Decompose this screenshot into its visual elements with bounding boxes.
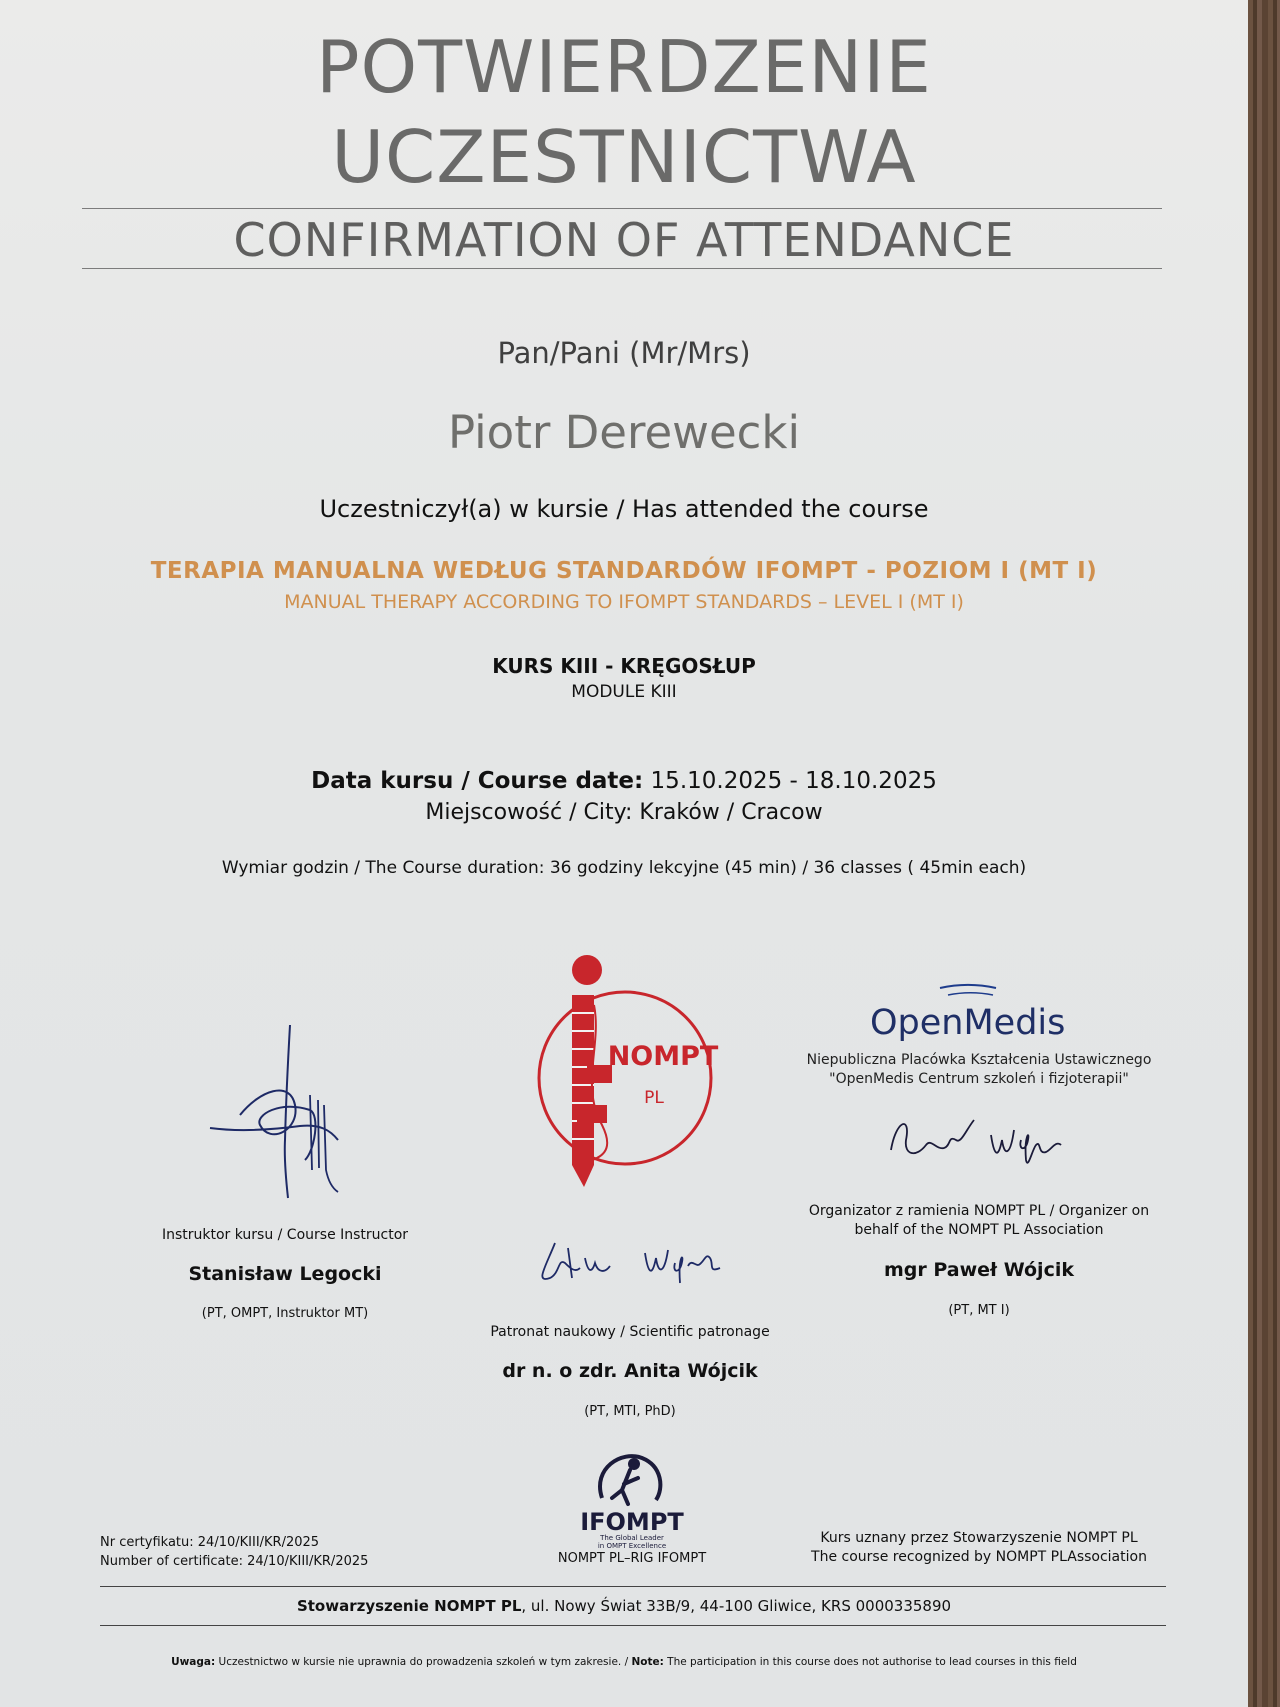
title-en: CONFIRMATION OF ATTENDANCE [233, 213, 1015, 267]
nompt-logo-text: NOMPT [607, 1041, 719, 1072]
nompt-logo [532, 955, 722, 1190]
title-rule-top [82, 208, 1162, 209]
organizer-credentials: (PT, MT I) [948, 1303, 1010, 1318]
note-text-en: The participation in this course does not authorise to lead courses in this field [663, 1656, 1077, 1668]
nompt-logo-pl: PL [644, 1088, 664, 1108]
certificate-number-pl: Nr certyfikatu: 24/10/KIII/KR/2025 [100, 1535, 320, 1550]
duration-line: Wymiar godzin / The Course duration: 36 godziny lekcyjne (45 min) / 36 classes ( 45min each) [221, 858, 1027, 878]
instructor-credentials: (PT, OMPT, Instruktor MT) [201, 1306, 369, 1321]
module-pl: KURS KIII - KRĘGOSŁUP [492, 654, 756, 678]
footer-rule-bottom [100, 1625, 1166, 1626]
module-en: MODULE KIII [571, 682, 677, 702]
ifompt-caption: NOMPT PL–RIG IFOMPT [557, 1551, 707, 1566]
wood-background [1248, 0, 1280, 1707]
footer-note [0, 1656, 1248, 1668]
recognition-en: The course recognized by NOMPT PLAssociation [811, 1549, 1147, 1565]
openmedis-swoosh-icon [938, 984, 998, 998]
instructor-signature [200, 1020, 360, 1200]
organizer-name: mgr Paweł Wójcik [884, 1259, 1074, 1281]
ifompt-tagline-2: in OMPT Excellence [597, 1542, 667, 1550]
footer-org-name: Stowarzyszenie NOMPT PL [296, 1597, 522, 1615]
organizer-role-line1: Organizator z ramienia NOMPT PL / Organizer on [808, 1203, 1150, 1219]
certificate-number-en: Number of certificate: 24/10/KIII/KR/2025 [100, 1554, 369, 1569]
note-label-pl: Uwaga: [171, 1656, 216, 1668]
organizer-signature [886, 1110, 1066, 1175]
ifompt-logo [572, 1448, 692, 1548]
patron-name: dr n. o zdr. Anita Wójcik [502, 1360, 758, 1382]
course-title-en: MANUAL THERAPY ACCORDING TO IFOMPT STANDARDS – LEVEL I (MT I) [284, 591, 964, 613]
footer-address: , ul. Nowy Świat 33B/9, 44-100 Gliwice, KRS 0000335890 [521, 1597, 952, 1615]
ifompt-tagline-1: The Global Leader [600, 1534, 664, 1542]
note-label-en: Note: [631, 1656, 664, 1668]
title-pl-line2: UCZESTNICTWA [331, 115, 917, 199]
patron-role: Patronat naukowy / Scientific patronage [490, 1324, 770, 1340]
footer-address-line [0, 1597, 1248, 1615]
patron-signature [530, 1228, 730, 1298]
salutation: Pan/Pani (Mr/Mrs) [497, 336, 751, 370]
openmedis-institution-line2: "OpenMedis Centrum szkoleń i fizjoterapii" [829, 1071, 1129, 1087]
openmedis-logo-text: OpenMedis [870, 1003, 1066, 1043]
ifompt-logo-text: IFOMPT [580, 1508, 684, 1536]
note-text-pl: Uczestnictwo w kursie nie uprawnia do prowadzenia szkoleń w tym zakresie. / [215, 1656, 632, 1668]
attended-text: Uczestniczył(a) w kursie / Has attended the course [319, 495, 929, 523]
organizer-role-line2: behalf of the NOMPT PL Association [854, 1222, 1104, 1238]
date-label: Data kursu / Course date: [311, 768, 644, 794]
instructor-role: Instruktor kursu / Course Instructor [161, 1227, 409, 1243]
course-title-pl: TERAPIA MANUALNA WEDŁUG STANDARDÓW IFOMPT - POZIOM I (MT I) [150, 558, 1098, 584]
recognition-pl: Kurs uznany przez Stowarzyszenie NOMPT PL [820, 1530, 1138, 1546]
course-date-line [0, 768, 1248, 794]
title-rule-bottom [82, 268, 1162, 269]
city-line: Miejscowość / City: Kraków / Cracow [425, 800, 823, 825]
date-value: 15.10.2025 - 18.10.2025 [650, 768, 937, 794]
participant-name: Piotr Derewecki [448, 406, 800, 459]
patron-credentials: (PT, MTI, PhD) [584, 1404, 676, 1419]
openmedis-institution-line1: Niepubliczna Placówka Kształcenia Ustawicznego [806, 1052, 1152, 1068]
footer-rule-top [100, 1586, 1166, 1587]
title-pl-line1: POTWIERDZENIE [316, 25, 932, 109]
instructor-name: Stanisław Legocki [188, 1263, 382, 1285]
